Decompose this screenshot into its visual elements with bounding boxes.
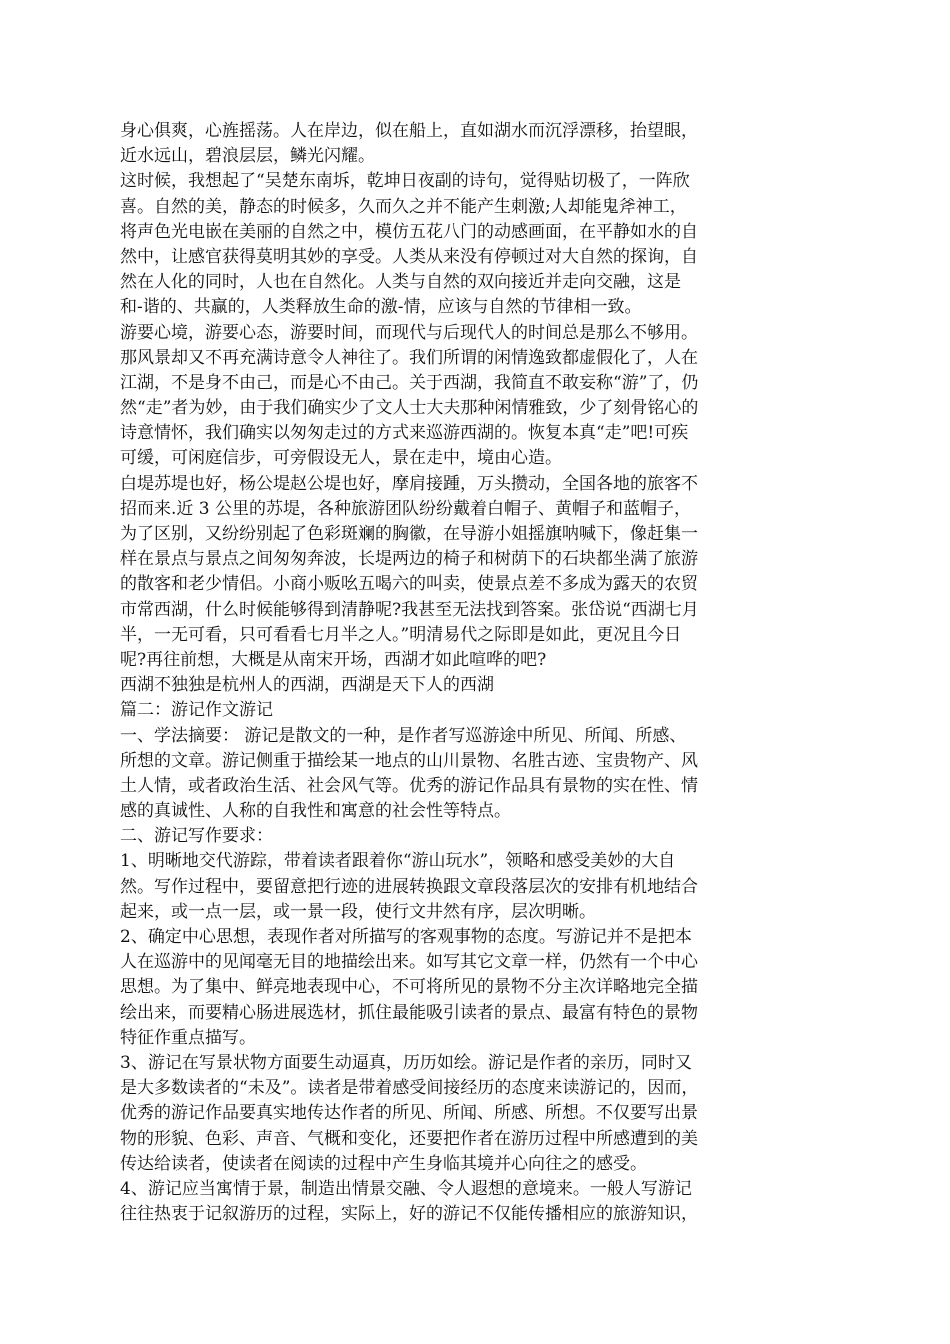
text-line: 一、学法摘要： 游记是散文的一种，是作者写巡游途中所见、所闻、所感、 bbox=[120, 725, 687, 746]
text-line: 篇二：游记作文游记 bbox=[120, 700, 273, 721]
text-line: 传达给读者，使读者在阅读的过程中产生身临其境并心向往之的感受。 bbox=[120, 1153, 647, 1174]
text-line: 那风景却又不再充满诗意令人神往了。我们所谓的闲情逸致都虚假化了，人在 bbox=[120, 347, 698, 368]
text-line: 2、确定中心思想，表现作者对所描写的客观事物的态度。写游记并不是把本 bbox=[120, 927, 692, 947]
text-line: 市常西湖，什么时候能够得到清静呢?我甚至无法找到答案。张岱说“西湖七月 bbox=[120, 599, 699, 620]
text-line: 招而来.近 3 公里的苏堤，各种旅游团队纷纷戴着白帽子、黄帽子和蓝帽子， bbox=[120, 498, 692, 519]
text-line: 然中，让感官获得莫明其妙的享受。人类从来没有停顿过对大自然的探询，自 bbox=[120, 246, 698, 267]
text-line: 诗意情怀，我们确实以匆匆走过的方式来巡游西湖的。恢复本真“走”吧!可疾 bbox=[120, 423, 689, 444]
text-line: 身心俱爽，心旌摇荡。人在岸边，似在船上，直如湖水而沉浮漂移，抬望眼， bbox=[120, 121, 698, 141]
text-line: 然。写作过程中，要留意把行迹的进展转换跟文章段落层次的安排有机地结合 bbox=[120, 876, 698, 897]
text-line: 将声色光电嵌在美丽的自然之中，模仿五花八门的动感画面，在平静如水的自 bbox=[120, 221, 698, 242]
text-line: 和-谐的、共赢的，人类释放生命的激-情，应该与自然的节律相一致。 bbox=[120, 297, 642, 318]
text-line: 江湖，不是身不由己，而是心不由己。关于西湖，我简直不敢妄称“游”了，仍 bbox=[120, 372, 699, 393]
text-line: 可缓，可闲庭信步，可旁假设无人，景在走中，境由心造。 bbox=[120, 448, 562, 469]
text-line: 这时候，我想起了“吴楚东南坼，乾坤日夜副的诗句，觉得贴切极了，一阵欣 bbox=[120, 171, 690, 192]
text-line: 优秀的游记作品要真实地传达作者的所见、所闻、所感、所想。不仅要写出景 bbox=[120, 1103, 698, 1124]
text-line: 土人情，或者政治生活、社会风气等。优秀的游记作品具有景物的实在性、情 bbox=[120, 775, 698, 796]
text-line: 物的形貌、色彩、声音、气概和变化，还要把作者在游历过程中所感遭到的美 bbox=[120, 1128, 698, 1149]
text-line: 3、游记在写景状物方面要生动逼真，历历如绘。游记是作者的亲历，同时又 bbox=[120, 1052, 692, 1073]
document-page bbox=[120, 119, 810, 1227]
text-line: 所想的文章。游记侧重于描绘某一地点的山川景物、名胜古迹、宝贵物产、风 bbox=[120, 750, 698, 771]
text-line: 白堤苏堤也好，杨公堤赵公堤也好，摩肩接踵，万头攒动，全国各地的旅客不 bbox=[120, 473, 698, 494]
text-line: 起来，或一点一层，或一景一段，使行文井然有序，层次明晰。 bbox=[120, 901, 596, 922]
text-line: 为了区别，又纷纷别起了色彩斑斓的胸徽，在导游小姐摇旗呐喊下，像赶集一 bbox=[120, 524, 698, 544]
text-line: 样在景点与景点之间匆匆奔波，长堤两边的椅子和树荫下的石块都坐满了旅游 bbox=[120, 549, 698, 570]
text-line: 的散客和老少情侣。小商小贩吆五喝六的叫卖，使景点差不多成为露天的农贸 bbox=[120, 574, 698, 595]
text-line: 思想。为了集中、鲜亮地表现中心，不可将所见的景物不分主次详略地完全描 bbox=[120, 977, 698, 998]
text-line: 感的真诚性、人称的自我性和寓意的社会性等特点。 bbox=[120, 801, 511, 822]
text-line: 二、游记写作要求： bbox=[120, 826, 273, 847]
text-line: 4、游记应当寓情于景，制造出情景交融、令人遐想的意境来。一般人写游记 bbox=[120, 1178, 692, 1199]
text-line: 呢?再往前想，大概是从南宋开场，西湖才如此喧哗的吧? bbox=[120, 649, 547, 670]
text-line: 游要心境，游要心态，游要时间，而现代与后现代人的时间总是那么不够用。 bbox=[120, 322, 698, 343]
text-line: 往往热衷于记叙游历的过程，实际上，好的游记不仅能传播相应的旅游知识， bbox=[120, 1204, 698, 1225]
text-line: 1、明晰地交代游踪，带着读者跟着你“游山玩水”，领略和感受美妙的大自 bbox=[120, 851, 676, 872]
text-line: 特征作重点描写。 bbox=[120, 1027, 256, 1048]
text-line: 半，一无可看，只可看看七月半之人。”明清易代之际即是如此，更况且今日 bbox=[120, 624, 682, 645]
text-line: 然“走”者为妙，由于我们确实少了文人士大夫那种闲情雅致，少了刻骨铭心的 bbox=[120, 398, 699, 419]
text-line: 然在人化的同时，人也在自然化。人类与自然的双向接近并走向交融，这是 bbox=[120, 272, 681, 293]
text-line: 喜。自然的美，静态的时候多，久而久之并不能产生刺激;人却能鬼斧神工， bbox=[120, 196, 687, 217]
text-line: 绘出来，而要精心肠进展选材，抓住最能吸引读者的景点、最富有特色的景物 bbox=[120, 1002, 698, 1023]
text-line: 人在巡游中的见闻毫无目的地描绘出来。如写其它文章一样，仍然有一个中心 bbox=[120, 952, 698, 973]
text-line: 是大多数读者的“未及”。读者是带着感受间接经历的态度来读游记的，因而， bbox=[120, 1078, 699, 1099]
text-line: 西湖不独独是杭州人的西湖，西湖是天下人的西湖 bbox=[120, 675, 494, 696]
text-line: 近水远山，碧浪层层，鳞光闪耀。 bbox=[120, 146, 375, 167]
